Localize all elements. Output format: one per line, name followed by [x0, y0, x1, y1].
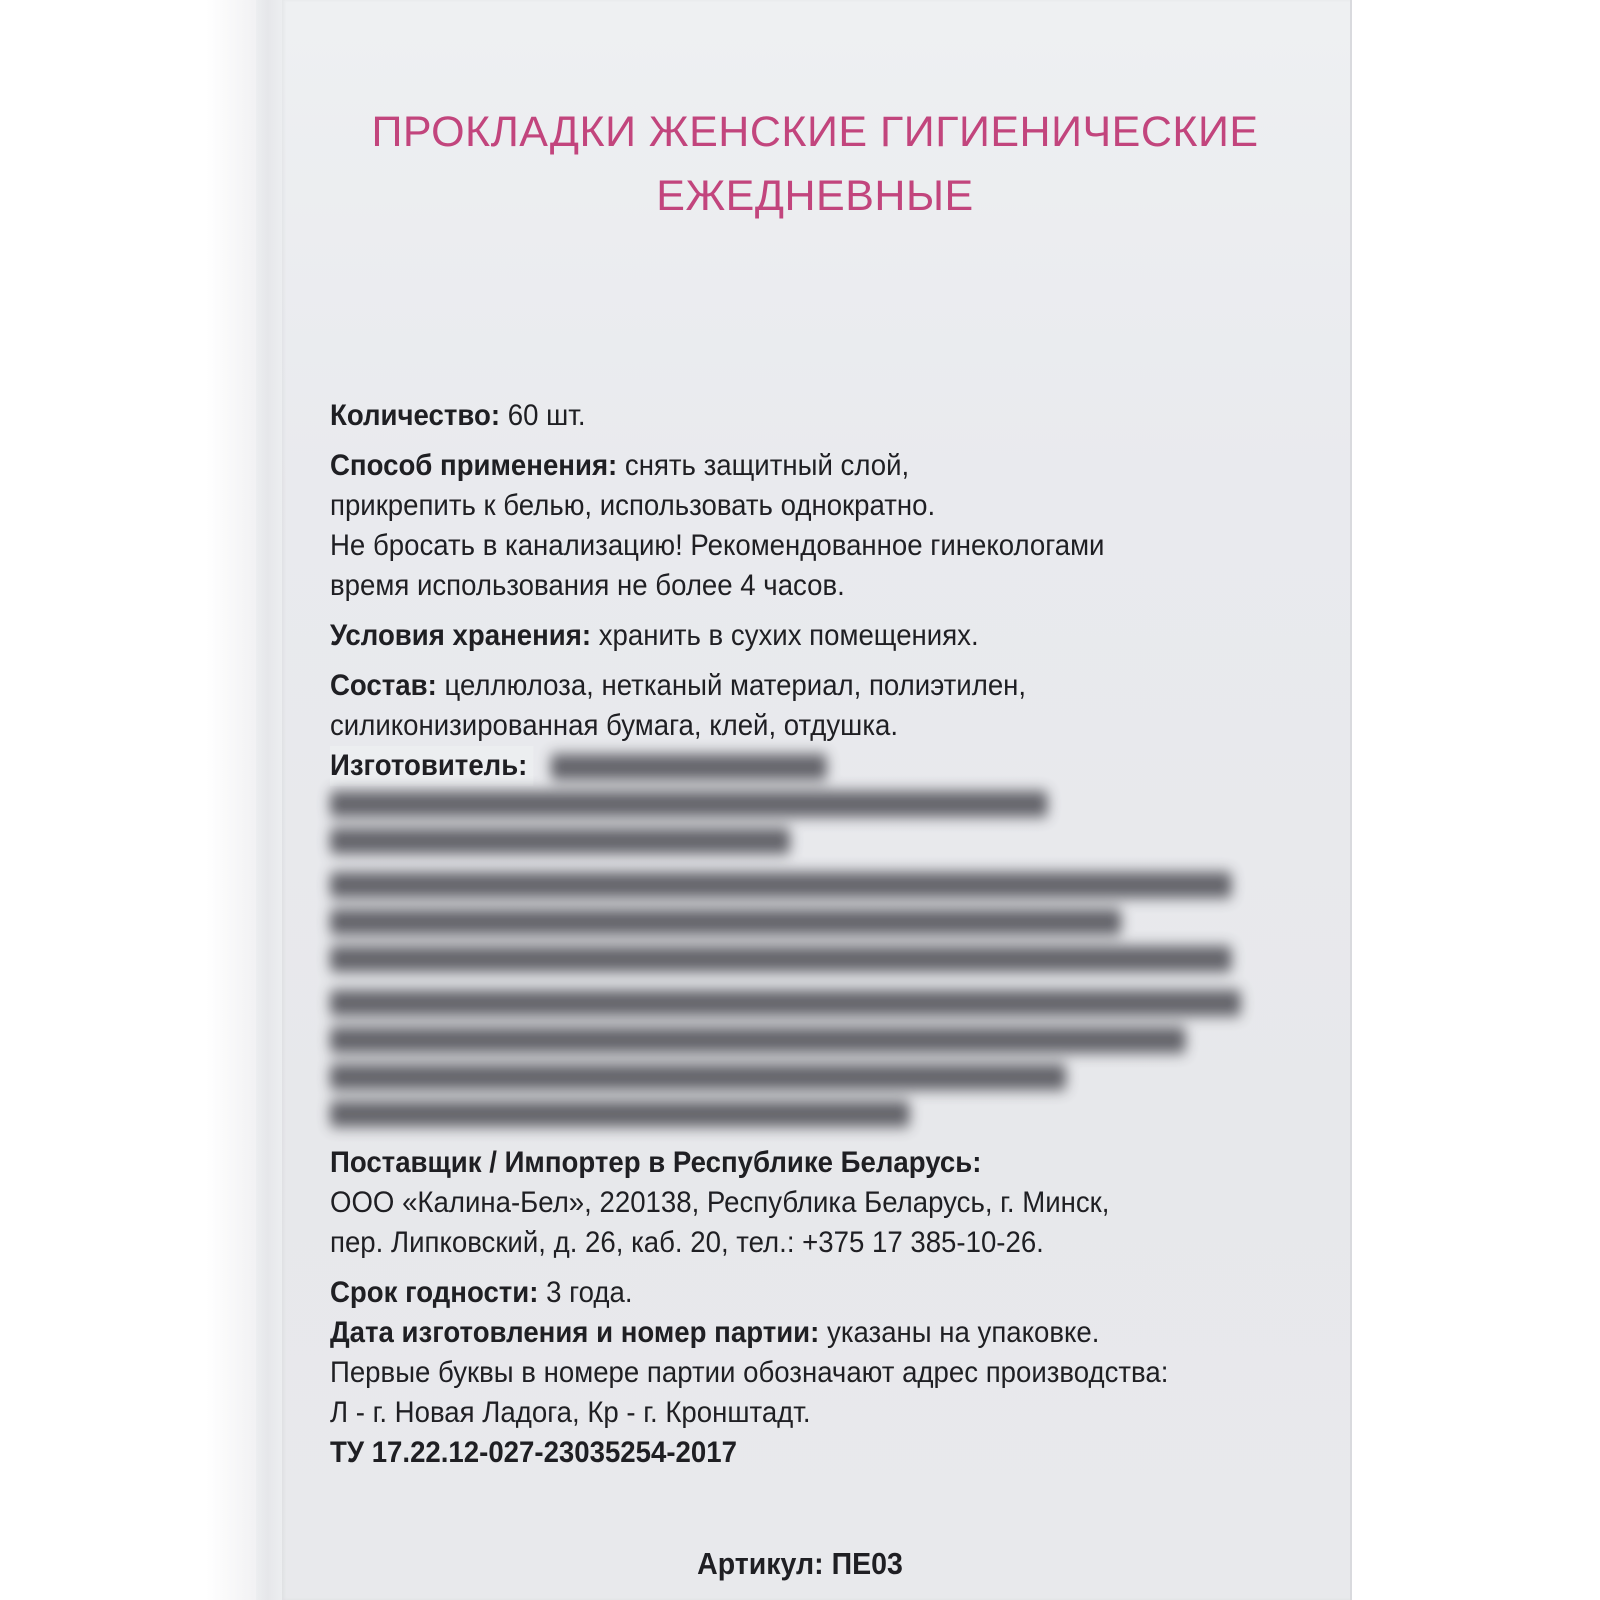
supplier-label: Поставщик / Импортер в Республике Беларусь:	[330, 1146, 982, 1179]
manufacture-date-label: Дата изготовления и номер партии:	[330, 1316, 820, 1349]
package-side	[0, 0, 258, 1600]
supplier-line-2: пер. Липковский, д. 26, каб. 20, тел.: +375 17 385-10-26.	[330, 1226, 1044, 1259]
composition-block	[330, 666, 1213, 746]
supplier-block	[330, 1143, 1213, 1263]
quantity-row	[330, 396, 1213, 436]
composition-line-1: целлюлоза, нетканый материал, полиэтилен,	[444, 669, 1027, 702]
usage-line-3: Не бросать в канализацию! Рекомендованное гинекологами	[330, 529, 1105, 562]
usage-line-1: снять защитный слой,	[624, 449, 910, 482]
storage-value: хранить в сухих помещениях.	[598, 619, 979, 652]
batch-note-line-1: Первые буквы в номере партии обозначают адрес производства:	[330, 1356, 1169, 1389]
redacted-manufacturer-info	[330, 754, 1213, 1127]
shelf-life-value: 3 года.	[546, 1276, 633, 1309]
panel-edge	[1350, 0, 1352, 1600]
article-number: Артикул: ПЕ03	[697, 1546, 903, 1581]
tu-code: ТУ 17.22.12-027-23035254-2017	[330, 1436, 737, 1469]
usage-label: Способ применения:	[330, 449, 618, 482]
product-info	[330, 396, 1213, 1473]
shelf-life-label: Срок годности:	[330, 1276, 539, 1309]
batch-note-line-2: Л - г. Новая Ладога, Кр - г. Кронштадт.	[330, 1396, 811, 1429]
quantity-value: 60 шт.	[507, 399, 586, 432]
usage-block	[330, 446, 1213, 606]
product-title	[330, 100, 1300, 228]
supplier-line-1: ООО «Калина-Бел», 220138, Республика Беларусь, г. Минск,	[330, 1186, 1110, 1219]
quantity-label: Количество:	[330, 399, 501, 432]
title-line-2: ЕЖЕДНЕВНЫЕ	[656, 172, 974, 220]
manufacturer-label: Изготовитель:	[330, 746, 533, 786]
manufacture-date-value: указаны на упаковке.	[827, 1316, 1100, 1349]
storage-label: Условия хранения:	[330, 619, 592, 652]
shelf-life-row	[330, 1273, 1213, 1313]
usage-line-2: прикрепить к белью, использовать однократно.	[330, 489, 936, 522]
storage-row	[330, 616, 1213, 656]
composition-line-2: силиконизированная бумага, клей, отдушка.	[330, 709, 899, 742]
manufacture-date-block	[330, 1313, 1213, 1433]
usage-line-4: время использования не более 4 часов.	[330, 569, 845, 602]
title-line-1: ПРОКЛАДКИ ЖЕНСКИЕ ГИГИЕНИЧЕСКИЕ	[371, 108, 1259, 156]
composition-label: Состав:	[330, 669, 437, 702]
